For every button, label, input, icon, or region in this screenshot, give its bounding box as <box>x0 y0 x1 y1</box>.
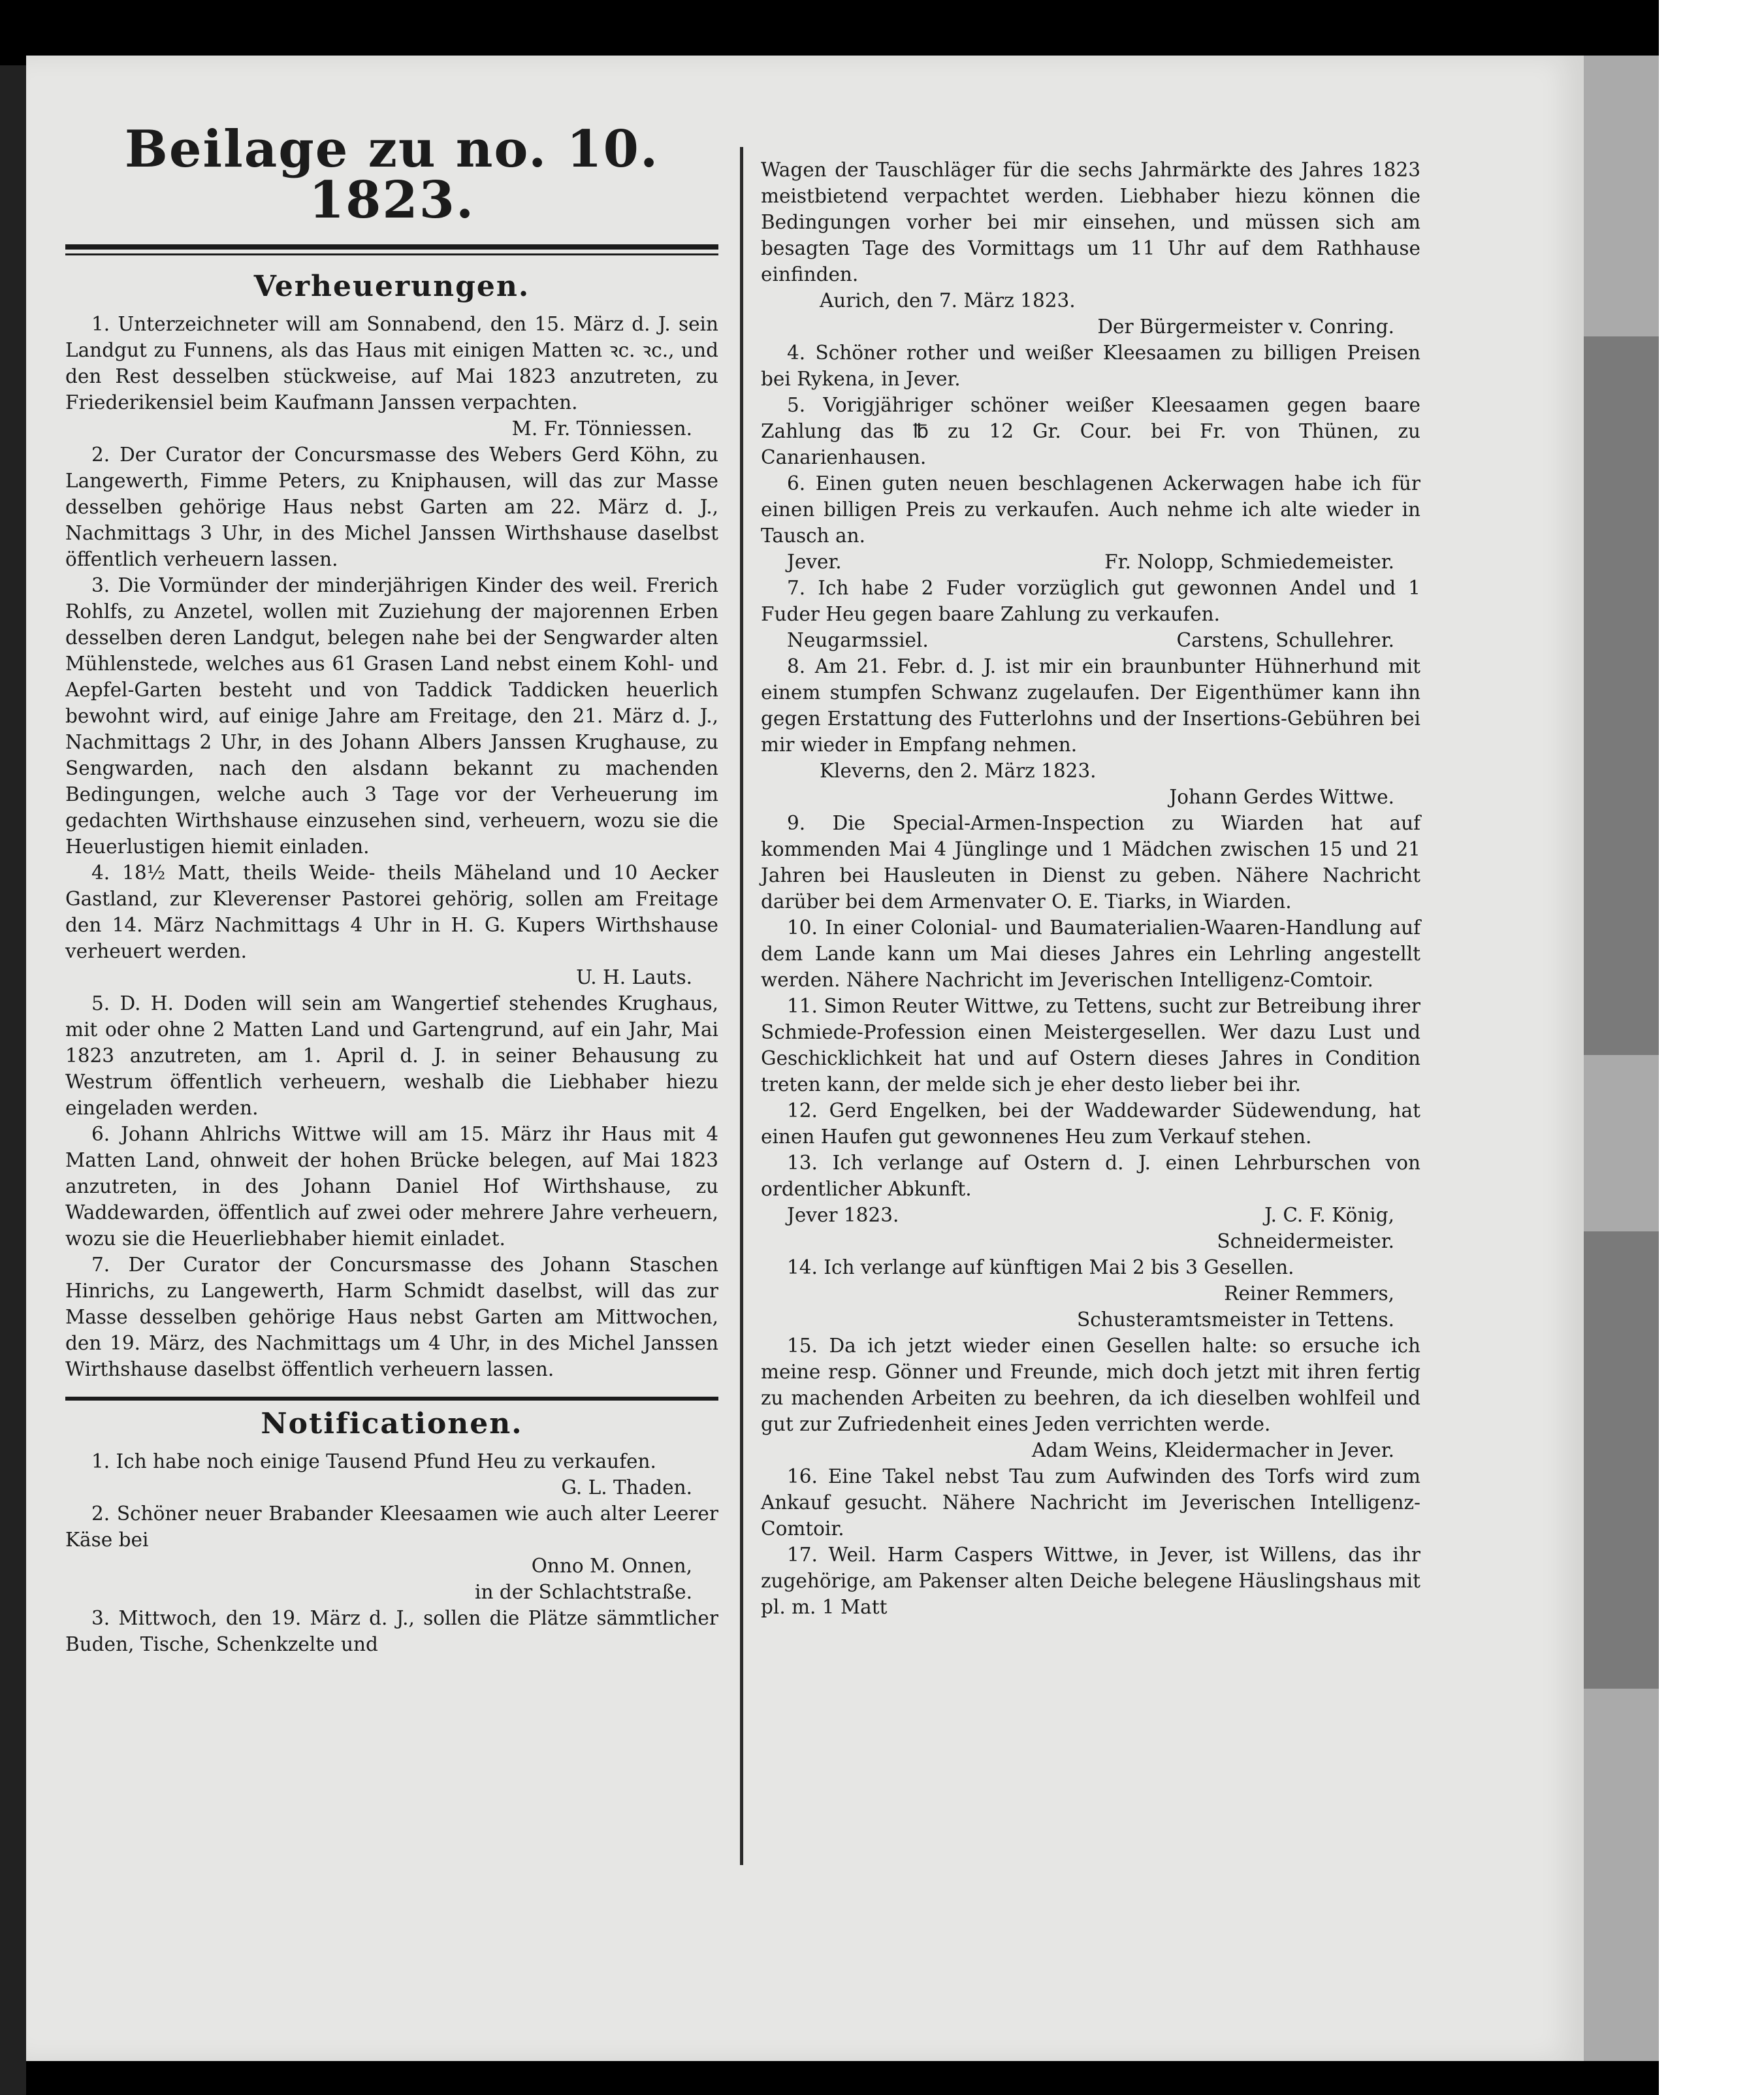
notice-text: 1. Ich habe noch einige Tausend Pfund Heu zu verkaufen. <box>91 1450 656 1472</box>
notice-v5 <box>65 990 718 1121</box>
notice-text: 3. Mittwoch, den 19. März d. J., sollen die Plätze sämmtlicher Buden, Tische, Schenkzelte und <box>65 1607 718 1655</box>
notice-n3 <box>65 1605 718 1657</box>
left-column <box>65 98 718 1657</box>
notice-text: Wagen der Tauschläger für die sechs Jahrmärkte des Jahres 1823 meistbietend verpachtet werden. Liebhaber hiezu können die Bedingungen vorher bei mir einsehen, und müssen sich am besagten Tage des Vormittags um 11 Uhr auf dem Rathhause einfinden. <box>761 159 1420 285</box>
notice-n7 <box>761 575 1420 653</box>
notice-n10 <box>761 915 1420 993</box>
notice-n9 <box>761 810 1420 915</box>
notice-text: 5. Vorigjähriger schöner weißer Kleesaamen gegen baare Zahlung das ℔ zu 12 Gr. Cour. bei Fr. von Thünen, zu Canarienhausen. <box>761 394 1420 468</box>
notice-signature: Reiner Remmers, <box>1224 1282 1394 1305</box>
previous-page-edge <box>0 65 26 2095</box>
notice-v7 <box>65 1252 718 1382</box>
section-title-verheuerungen: Verheuerungen. <box>253 270 530 303</box>
notice-text: 4. Schöner rother und weißer Kleesaamen zu billigen Preisen bei Rykena, in Jever. <box>761 342 1420 390</box>
notice-n15 <box>761 1333 1420 1463</box>
notice-text: 2. Der Curator der Concursmasse des Webers Gerd Köhn, zu Langewerth, Fimme Peters, zu Kniphausen, will das zur Masse desselben gehörige Haus nebst Garten am 22. März d. J., Nachmittags 3 Uhr, in des Michel Janssen Wirthshause daselbst öffentlich verheuern lassen. <box>65 444 718 570</box>
notice-n17 <box>761 1542 1420 1620</box>
notice-place: Neugarmssiel. <box>787 629 929 651</box>
notice-v3 <box>65 572 718 860</box>
notice-text: 17. Weil. Harm Caspers Wittwe, in Jever, ist Willens, das ihr zugehörige, am Pakenser alten Deiche belegene Häuslingshaus mit pl. m. 1 Matt <box>761 1544 1420 1618</box>
notice-signature: in der Schlachtstraße. <box>475 1581 692 1603</box>
notice-text: 14. Ich verlange auf künftigen Mai 2 bis 3 Gesellen. <box>787 1256 1294 1278</box>
section-title-notificationen: Notificationen. <box>261 1407 523 1440</box>
notice-v4 <box>65 860 718 990</box>
notice-text: 10. In einer Colonial- und Baumaterialien-Waaren-Handlung auf dem Lande kann um Mai dieses Jahres ein Lehrling angestellt werden. Nähere Nachricht im Jeverischen Intelligenz-Comtoir. <box>761 917 1420 991</box>
scan-top-border <box>0 0 1659 56</box>
masthead: Beilage zu no. 10. 1823. <box>124 120 660 230</box>
notice-signature: M. Fr. Tönniessen. <box>511 417 692 440</box>
notice-signature: U. H. Lauts. <box>576 966 692 988</box>
column-divider <box>740 147 743 1865</box>
notice-place: Jever. <box>787 551 842 573</box>
notice-text: 11. Simon Reuter Wittwe, zu Tettens, sucht zur Betreibung ihrer Schmiede-Profession einen Meistergesellen. Wer dazu Lust und Geschicklichkeit hat und auf Ostern dieses Jahres in Condition treten kann, der melde sich je eher desto lieber bei ihr. <box>761 995 1420 1096</box>
notice-text: 6. Einen guten neuen beschlagenen Ackerwagen habe ich für einen billigen Preis zu verkaufen. Auch nehme ich alte wieder in Tausch an. <box>761 472 1420 547</box>
notice-v6 <box>65 1121 718 1252</box>
notice-place-date: Kleverns, den 2. März 1823. <box>820 760 1097 782</box>
notice-signature: Onno M. Onnen, <box>531 1555 692 1577</box>
notice-text: 1. Unterzeichneter will am Sonnabend, den 15. März d. J. sein Landgut zu Funnens, als das Haus mit einigen Matten ꝛc. ꝛc., und den Rest desselben stückweise, auf Mai 1823 anzutreten, zu Friederikensiel beim Kaufmann Janssen verpachten. <box>65 313 718 414</box>
notice-signature-line <box>761 627 1420 653</box>
notice-text: 7. Der Curator der Concursmasse des Johann Staschen Hinrichs, zu Langewerth, Harm Schmidt daselbst, will das zur Masse desselben gehörige Haus nebst Garten am Mittwochen, den 19. März, des Nachmittags um 4 Uhr, in des Michel Janssen Wirthshause daselbst öffentlich verheuern lassen. <box>65 1254 718 1380</box>
notice-text: 3. Die Vormünder der minderjährigen Kinder des weil. Frerich Rohlfs, zu Anzetel, wollen mit Zuziehung der majorennen Erben desselben deren Landgut, belegen nahe bei der Sengwarder alten Mühlenstede, welches aus 61 Grasen Land nebst einem Kohl- und Aepfel-Garten besteht und von Taddick Taddicken heuerlich bewohnt wird, auf einige Jahre am Freitage, den 21. März d. J., Nachmittags 2 Uhr, in des Johann Albers Janssen Krughause, zu Sengwarden, nach den alsdann bekannt zu machenden Bedingungen, welche auch 3 Tage vor der Verheuerung im gedachten Wirthshause einzusehen sind, verheuern, wozu sie die Heuerlustigen hiemit einladen. <box>65 574 718 858</box>
notice-n8 <box>761 653 1420 810</box>
notice-signature-line <box>761 1202 1420 1228</box>
right-column <box>761 157 1420 1620</box>
notice-v2 <box>65 442 718 572</box>
notice-text: 2. Schöner neuer Brabander Kleesaamen wie auch alter Leerer Käse bei <box>65 1502 718 1551</box>
notice-n11 <box>761 993 1420 1097</box>
notice-place-date: Aurich, den 7. März 1823. <box>820 289 1076 312</box>
notice-n16 <box>761 1463 1420 1542</box>
notice-signature-line <box>761 549 1420 575</box>
notice-text: 16. Eine Takel nebst Tau zum Aufwinden des Torfs wird zum Ankauf gesucht. Nähere Nachricht im Jeverischen Intelligenz-Comtoir. <box>761 1465 1420 1540</box>
notice-signature: Schneidermeister. <box>1217 1230 1394 1252</box>
notice-text: 13. Ich verlange auf Ostern d. J. einen Lehrburschen von ordentlicher Abkunft. <box>761 1152 1420 1200</box>
edge-shadow <box>1584 1231 1659 1689</box>
notice-text: 5. D. H. Doden will sein am Wangertief stehendes Krughaus, mit oder ohne 2 Matten Land und Gartengrund, auf ein Jahr, Mai 1823 anzutreten, am 1. April d. J. in seiner Behausung zu Westrum öffentlich verheuern, weshalb die Liebhaber hiezu eingeladen werden. <box>65 992 718 1119</box>
notice-n1 <box>65 1448 718 1501</box>
notice-signature: Schusteramtsmeister in Tettens. <box>1077 1308 1394 1331</box>
notice-place: Jever 1823. <box>787 1204 899 1226</box>
notice-signature: J. C. F. König, <box>1264 1204 1394 1226</box>
notice-signature: Fr. Nolopp, Schmiedemeister. <box>1104 551 1394 573</box>
masthead-rule-thin <box>65 253 718 255</box>
notice-n5 <box>761 392 1420 470</box>
notice-n12 <box>761 1097 1420 1150</box>
notice-signature: Der Bürgermeister v. Conring. <box>1097 316 1394 338</box>
notice-text: 4. 18½ Matt, theils Weide- theils Mäheland und 10 Aecker Gastland, zur Kleverenser Pastorei gehörig, sollen am Freitage den 14. März Nachmittags 4 Uhr in H. G. Kupers Wirthshause verheuert werden. <box>65 862 718 962</box>
notice-v1 <box>65 311 718 442</box>
notice-text: 6. Johann Ahlrichs Wittwe will am 15. März ihr Haus mit 4 Matten Land, ohnweit der hohen Brücke belegen, auf Mai 1823 anzutreten, in des Johann Daniel Hof Wirthshause, zu Waddewarden, öffentlich auf zwei oder mehrere Jahre verheuern, wozu sie die Heuerliebhaber hiemit einladet. <box>65 1123 718 1250</box>
notice-signature: Adam Weins, Kleidermacher in Jever. <box>1031 1439 1394 1461</box>
notice-n2 <box>65 1501 718 1605</box>
notice-n4 <box>761 340 1420 392</box>
section-rule <box>65 1397 718 1401</box>
notice-n13 <box>761 1150 1420 1254</box>
scan-background <box>1659 0 1764 2095</box>
notice-signature: Johann Gerdes Wittwe. <box>1169 786 1394 808</box>
notice-n6 <box>761 470 1420 575</box>
book-edge <box>1584 56 1659 2061</box>
notice-n14 <box>761 1254 1420 1333</box>
masthead-rule <box>65 244 718 250</box>
notice-text: 8. Am 21. Febr. d. J. ist mir ein braunbunter Hühnerhund mit einem stumpfen Schwanz zugelaufen. Der Eigenthümer kann ihn gegen Erstattung des Futterlohns und der Insertions-Gebühren bei mir wieder in Empfang nehmen. <box>761 655 1420 756</box>
notice-text: 15. Da ich jetzt wieder einen Gesellen halte: so ersuche ich meine resp. Gönner und Freunde, mich doch jetzt mit ihren fertig zu machenden Arbeiten zu beehren, da ich dieselben wohlfeil und gut zur Zufriedenheit eines Jeden verrichten werde. <box>761 1335 1420 1435</box>
edge-shadow <box>1584 336 1659 1055</box>
notice-n3-continued <box>761 157 1420 340</box>
notice-text: 12. Gerd Engelken, bei der Waddewarder Südewendung, hat einen Haufen gut gewonnenes Heu zum Verkauf stehen. <box>761 1099 1420 1148</box>
notice-text: 9. Die Special-Armen-Inspection zu Wiarden hat auf kommenden Mai 4 Jünglinge und 1 Mädchen zwischen 15 und 21 Jahren bei Hausleuten in Dienst zu geben. Nähere Nachricht darüber bei dem Armenvater O. E. Tiarks, in Wiarden. <box>761 812 1420 913</box>
notice-signature: Carstens, Schullehrer. <box>1176 629 1394 651</box>
notice-signature: G. L. Thaden. <box>561 1476 692 1499</box>
notice-text: 7. Ich habe 2 Fuder vorzüglich gut gewonnen Andel und 1 Fuder Heu gegen baare Zahlung zu verkaufen. <box>761 577 1420 625</box>
